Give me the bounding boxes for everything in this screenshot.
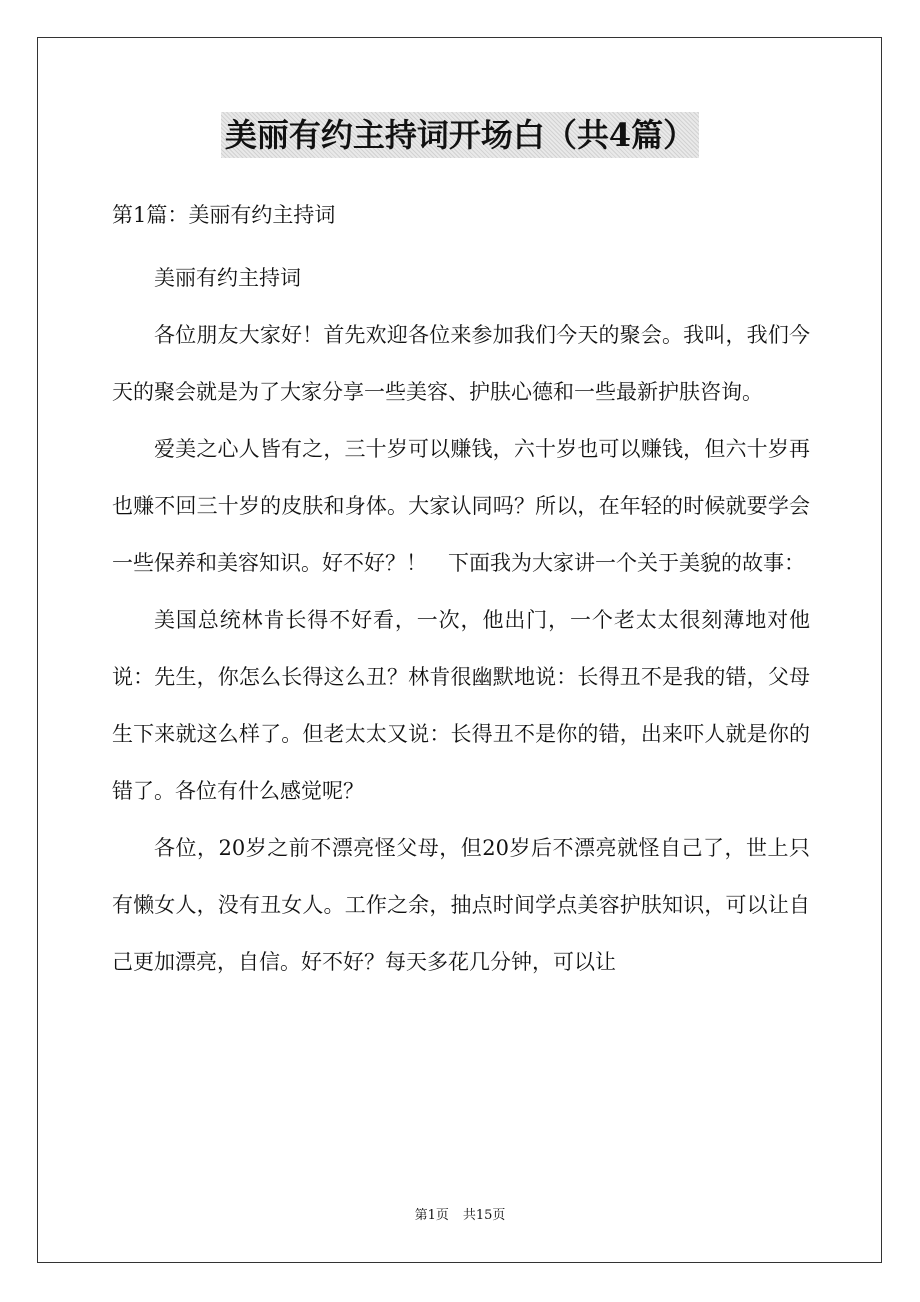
total-pages: 共15页 [462,1208,506,1223]
document-body [112,192,810,991]
page-footer [0,1206,920,1226]
paragraph-2: 爱美之心人皆有之，三十岁可以赚钱，六十岁也可以赚钱，但六十岁再也赚不回三十岁的皮肤和身体。大家认同吗？所以，在年轻的时候就要学会一些保养和美容知识。好不好？！ 下面我为大家讲一个关于美貌的故事： [112,437,810,575]
document-title: 美丽有约主持词开场白（共4篇） [221,112,699,158]
paragraph-1: 各位朋友大家好！首先欢迎各位来参加我们今天的聚会。我叫，我们今天的聚会就是为了大家分享一些美容、护肤心德和一些最新护肤咨询。 [112,323,810,404]
page-number: 第1页 [414,1208,449,1223]
paragraph-3: 美国总统林肯长得不好看，一次，他出门，一个老太太很刻薄地对他说：先生，你怎么长得这么丑？林肯很幽默地说：长得丑不是我的错，父母生下来就这么样了。但老太太又说：长得丑不是你的错，出来吓人就是你的错了。各位有什么感觉呢？ [112,608,810,803]
section-heading: 第1篇：美丽有约主持词 [112,203,336,227]
paragraph-4: 各位，20岁之前不漂亮怪父母，但20岁后不漂亮就怪自己了，世上只有懒女人，没有丑女人。工作之余，抽点时间学点美容护肤知识，可以让自己更加漂亮，自信。好不好？每天多花几分钟，可以让 [112,836,810,974]
section-subtitle: 美丽有约主持词 [154,266,301,290]
title-container [0,112,920,158]
